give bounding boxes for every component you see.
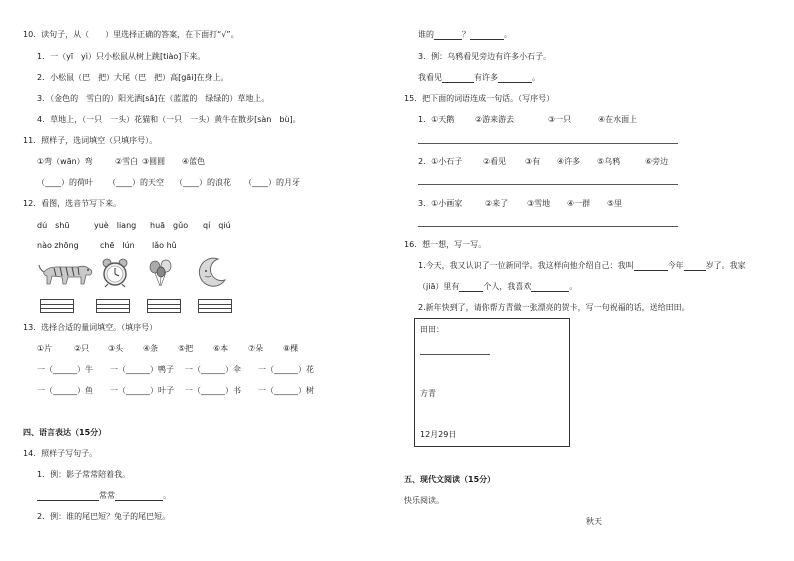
q12-pinyin-2: yuè liang [94, 221, 137, 230]
q16-text: 今年 [667, 261, 684, 270]
q16-paragraph-2: 2.新年快到了，请你帮方青做一张漂亮的贺卡，写一句祝福的话，送给田田。 [418, 303, 690, 312]
q15-word: 2．①小石子 [418, 157, 463, 166]
q15-word: ②游来游去 [475, 115, 515, 124]
q14-answer-1-end: 。 [163, 491, 171, 500]
q16-text: （jiā）里有 [418, 282, 460, 291]
q15-answer-line[interactable] [418, 226, 678, 227]
q15-word: ④许多 [557, 157, 581, 166]
q14-answer-3[interactable] [418, 73, 540, 83]
q15-word: 1．①天鹅 [418, 115, 455, 124]
q11-option-3: ③圆圆 [142, 157, 166, 166]
q13-blank[interactable]: 一（______）伞 [185, 365, 241, 374]
q15-word: ⑥旁边 [645, 157, 669, 166]
moon-picture [196, 256, 228, 288]
q10-item-4: 4．草地上，（一只 一头）花猫和（一只 一头）黄牛在散步[sàn bù]。 [37, 115, 301, 124]
q15-word: ⑤乌鸦 [597, 157, 621, 166]
reading-intro: 快乐阅读。 [404, 496, 444, 505]
card-line[interactable] [420, 354, 490, 355]
q15-word: ③一只 [548, 115, 572, 124]
pinyin-writing-grid[interactable] [198, 299, 232, 313]
q14-answer-2-mid: ？ [462, 30, 470, 39]
q13-blank[interactable]: 一（______）牛 [37, 365, 93, 374]
q11-option-1: ①弯（wān）弯 [37, 157, 93, 166]
q12-pinyin-1: dú shū [37, 221, 70, 230]
q14-title: 14．照样子写句子。 [23, 449, 98, 458]
q10-item-2: 2．小松鼠（巴 把）大尾（巴 把）高[gāi]在身上。 [37, 73, 229, 82]
q13-blank[interactable]: 一（______）书 [185, 386, 241, 395]
q14-answer-2-end: 。 [504, 30, 512, 39]
q16-text: 1.今天，我又认识了一位新同学。我这样向他介绍自己：我叫 [418, 261, 634, 270]
q15-title: 15．把下面的词语连成一句话。（写序号） [404, 94, 555, 103]
q16-text: 个人，我喜欢 [483, 282, 532, 291]
q14-item-3: 3．例：乌鸦看见旁边有许多小石子。 [418, 52, 552, 61]
q10-item-1: 1．一（yī yì）只小松鼠从树上跳[tiào]下来。 [37, 52, 206, 61]
q15-word: ④一群 [567, 199, 591, 208]
q11-blank-3[interactable]: （____）的浪花 [175, 178, 231, 187]
card-recipient: 田田： [420, 325, 444, 334]
card-date: 12月29日 [420, 430, 457, 439]
q12-pinyin-5: nào zhōng [37, 241, 79, 250]
q14-answer-2-start: 谁的 [418, 30, 434, 39]
q12-pinyin-3: huā gǔo [150, 221, 189, 230]
q14-answer-1[interactable] [37, 491, 171, 501]
q13-option: ⑥本 [213, 344, 229, 353]
q10-title: 10．读句子，从（ ）里选择正确的答案，在下面打“√”。 [23, 30, 239, 39]
section-5-heading: 五、现代文阅读（15分） [404, 475, 496, 484]
q12-title: 12．看图，选音节写下来。 [23, 199, 122, 208]
q13-blank[interactable]: 一（______）叶子 [110, 386, 174, 395]
pinyin-writing-grid[interactable] [147, 299, 181, 313]
q12-pinyin-6: chē lún [100, 241, 135, 250]
q13-blank[interactable]: 一（______）树 [258, 386, 314, 395]
q11-option-4: ④蓝色 [182, 157, 206, 166]
q12-pinyin-7: lǎo hǔ [152, 241, 177, 250]
greeting-card[interactable] [414, 318, 570, 447]
q16-title: 16．想一想，写一写。 [404, 240, 487, 249]
pinyin-writing-grid[interactable] [96, 299, 130, 313]
q16-paragraph-1-line-1[interactable] [418, 261, 746, 271]
q13-option: ②只 [74, 344, 90, 353]
q14-answer-3-mid: 有许多 [474, 73, 498, 82]
q15-word: ②来了 [485, 199, 509, 208]
q14-item-1: 1．例：影子常常陪着我。 [37, 470, 131, 479]
q13-blank[interactable]: 一（______）鱼 [37, 386, 93, 395]
q15-word: ④在水面上 [598, 115, 638, 124]
reading-title: 秋天 [586, 517, 602, 526]
q14-item-2: 2．例：谁的尾巴短？兔子的尾巴短。 [37, 512, 171, 521]
q13-option: ③头 [108, 344, 124, 353]
balloon-picture [146, 258, 176, 288]
q15-word: ③有 [525, 157, 541, 166]
q11-option-2: ②雪白 [115, 157, 139, 166]
q14-answer-3-end: 。 [532, 73, 540, 82]
q15-word: ②看见 [483, 157, 507, 166]
card-sender: 方青 [420, 389, 436, 398]
q14-answer-1-word: 常常 [99, 491, 115, 500]
q13-blank[interactable]: 一（______）花 [258, 365, 314, 374]
q16-text: 岁了。我家 [705, 261, 746, 270]
q13-title: 13．选择合适的量词填空。（填序号） [23, 323, 158, 332]
pinyin-writing-grid[interactable] [40, 299, 74, 313]
q15-word: ⑤里 [607, 199, 623, 208]
tiger-picture [38, 258, 94, 288]
q10-item-3: 3．（金色的 雪白的）阳光洒[sǎ]在（蓝蓝的 绿绿的）草地上。 [37, 94, 270, 103]
q11-title: 11．照样子，选词填空（只填序号）。 [23, 136, 158, 145]
q15-answer-line[interactable] [418, 184, 678, 185]
q13-option: ⑤把 [178, 344, 194, 353]
q15-word: 3．①小画家 [418, 199, 463, 208]
q11-blank-2[interactable]: （____）的天空 [108, 178, 164, 187]
q16-text: 。 [569, 282, 578, 291]
q11-blank-1[interactable]: （____）的荷叶 [37, 178, 93, 187]
q11-blank-4[interactable]: （____）的月牙 [244, 178, 300, 187]
q16-paragraph-1-line-2[interactable] [418, 282, 577, 292]
q14-answer-2[interactable] [418, 30, 512, 40]
q15-word: ③雪地 [527, 199, 551, 208]
q15-answer-line[interactable] [418, 143, 678, 144]
alarm-clock-picture [101, 258, 129, 288]
q14-answer-3-start: 我看见 [418, 73, 442, 82]
q13-option: ①片 [37, 344, 53, 353]
q12-pinyin-4: qí qiú [203, 221, 231, 230]
q13-blank[interactable]: 一（______）鸭子 [110, 365, 174, 374]
q13-option: ⑦朵 [248, 344, 264, 353]
section-4-heading: 四、语言表达（15分） [23, 428, 107, 437]
q13-option: ④条 [143, 344, 159, 353]
q13-option: ⑧棵 [283, 344, 299, 353]
